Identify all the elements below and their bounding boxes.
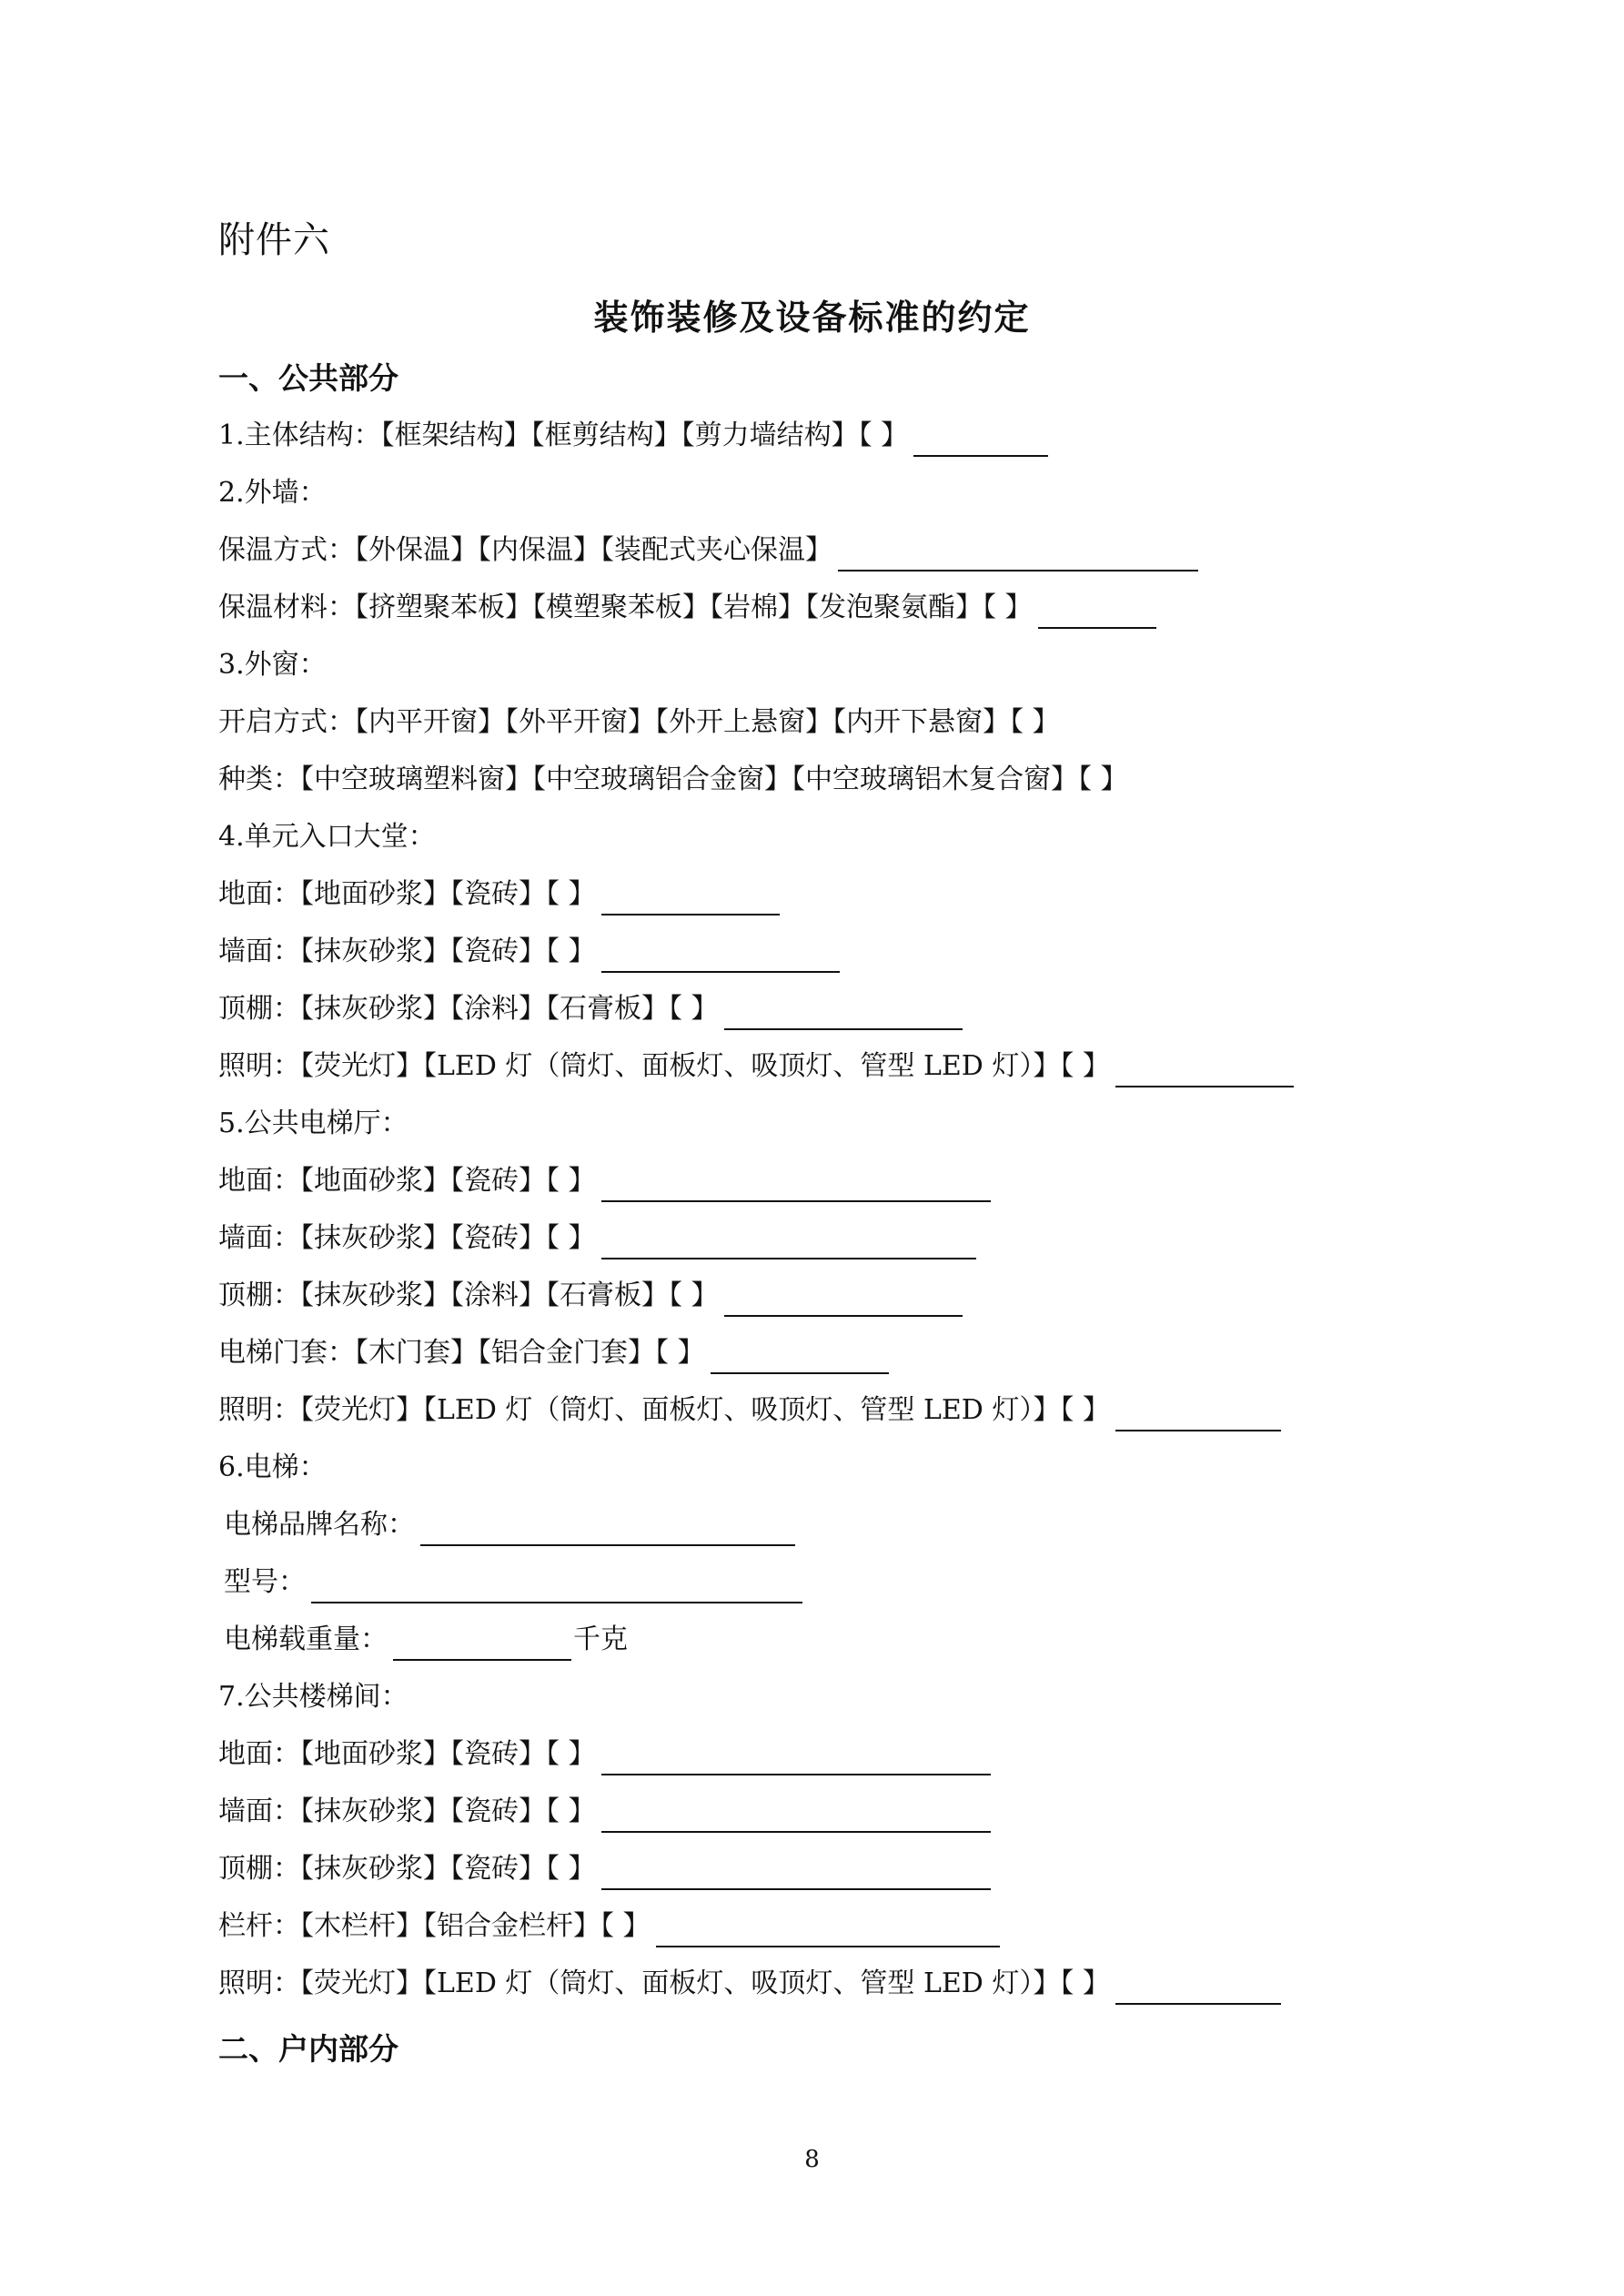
line-window-type [218, 759, 1128, 801]
line-stair-wall [218, 1791, 991, 1833]
line-elevator-brand [224, 1504, 795, 1546]
line-text: 顶棚：【抹灰砂浆】【瓷砖】【 】 [218, 1853, 596, 1885]
fill-blank[interactable] [601, 1743, 991, 1775]
line-text: 种类：【中空玻璃塑料窗】【中空玻璃铝合金窗】【中空玻璃铝木复合窗】【 】 [218, 764, 1128, 795]
section-public-heading: 一、公共部分 [218, 360, 398, 396]
fill-blank[interactable] [420, 1513, 795, 1546]
line-stair-lighting [218, 1963, 1281, 2005]
line-lobby-heading [218, 816, 436, 858]
fill-blank[interactable] [601, 883, 780, 915]
line-hall-floor [218, 1160, 991, 1202]
line-text: 电梯载重量： [224, 1623, 388, 1655]
line-text: 2.外墙： [218, 477, 327, 509]
line-text: 保温材料：【挤塑聚苯板】【模塑聚苯板】【岩棉】【发泡聚氨酯】【 】 [218, 592, 1033, 623]
line-text: 地面：【地面砂浆】【瓷砖】【 】 [218, 1165, 596, 1197]
line-lobby-ceiling [218, 988, 963, 1030]
fill-blank[interactable] [1115, 1399, 1281, 1431]
fill-blank[interactable] [724, 997, 963, 1030]
line-text: 电梯门套：【木门套】【铝合金门套】【 】 [218, 1337, 705, 1369]
fill-blank[interactable] [311, 1571, 802, 1603]
line-text: 型号： [224, 1566, 306, 1598]
line-text: 墙面：【抹灰砂浆】【瓷砖】【 】 [218, 1795, 596, 1827]
page-number: 8 [804, 2146, 820, 2173]
line-railing [218, 1906, 1000, 1947]
line-text: 1.主体结构：【框架结构】【框剪结构】【剪力墙结构】【 】 [218, 420, 909, 451]
fill-blank[interactable] [656, 1915, 1000, 1947]
line-text: 保温方式：【外保温】【内保温】【装配式夹心保温】 [218, 534, 832, 566]
line-text: 5.公共电梯厅： [218, 1108, 409, 1139]
line-main-structure [218, 415, 1048, 457]
line-text: 照明：【荧光灯】【LED 灯（筒灯、面板灯、吸顶灯、管型 LED 灯）】【 】 [218, 1967, 1110, 1999]
fill-blank[interactable] [1038, 596, 1156, 629]
line-text: 6.电梯： [218, 1451, 327, 1483]
section-indoor-heading: 二、户内部分 [218, 2031, 398, 2067]
fill-blank[interactable] [838, 539, 1198, 571]
fill-blank[interactable] [601, 1857, 991, 1890]
line-text: 照明：【荧光灯】【LED 灯（筒灯、面板灯、吸顶灯、管型 LED 灯）】【 】 [218, 1050, 1110, 1082]
line-text: 地面：【地面砂浆】【瓷砖】【 】 [218, 878, 596, 910]
line-text: 栏杆：【木栏杆】【铝合金栏杆】【 】 [218, 1910, 651, 1942]
document-title: 装饰装修及设备标准的约定 [593, 298, 1031, 338]
line-text: 地面：【地面砂浆】【瓷砖】【 】 [218, 1738, 596, 1770]
fill-blank[interactable] [1115, 1055, 1294, 1087]
line-exterior-wall-heading [218, 472, 327, 514]
fill-blank[interactable] [1115, 1972, 1281, 2005]
line-lobby-lighting [218, 1046, 1294, 1087]
line-elevator-load [224, 1619, 628, 1661]
line-exterior-window-heading [218, 644, 327, 686]
line-text: 7.公共楼梯间： [218, 1681, 409, 1713]
unit-kg: 千克 [573, 1623, 628, 1655]
line-insulation-method [218, 530, 1198, 571]
line-text: 顶棚：【抹灰砂浆】【涂料】【石膏板】【 】 [218, 993, 719, 1025]
line-window-opening [218, 702, 1060, 743]
line-lobby-wall [218, 931, 840, 973]
line-text: 顶棚：【抹灰砂浆】【涂料】【石膏板】【 】 [218, 1279, 719, 1311]
line-text: 4.单元入口大堂： [218, 821, 436, 853]
line-lobby-floor [218, 874, 780, 915]
line-stairwell-heading [218, 1676, 409, 1718]
fill-blank[interactable] [601, 1169, 991, 1202]
line-text: 电梯品牌名称： [224, 1509, 415, 1541]
line-stair-ceiling [218, 1848, 991, 1890]
line-elevator-hall-heading [218, 1103, 409, 1145]
fill-blank[interactable] [601, 940, 840, 973]
line-hall-ceiling [218, 1275, 963, 1317]
line-text: 开启方式：【内平开窗】【外平开窗】【外开上悬窗】【内开下悬窗】【 】 [218, 706, 1060, 738]
line-text: 墙面：【抹灰砂浆】【瓷砖】【 】 [218, 936, 596, 967]
line-hall-wall [218, 1218, 976, 1259]
fill-blank[interactable] [724, 1284, 963, 1317]
fill-blank[interactable] [711, 1341, 889, 1374]
attachment-label: 附件六 [218, 219, 330, 261]
line-text: 照明：【荧光灯】【LED 灯（筒灯、面板灯、吸顶灯、管型 LED 灯）】【 】 [218, 1394, 1110, 1426]
line-elevator-door-frame [218, 1332, 889, 1374]
line-insulation-material [218, 587, 1156, 629]
line-elevator-heading [218, 1447, 327, 1489]
fill-blank[interactable] [393, 1628, 571, 1661]
line-stair-floor [218, 1734, 991, 1775]
line-hall-lighting [218, 1390, 1281, 1431]
line-text: 墙面：【抹灰砂浆】【瓷砖】【 】 [218, 1222, 596, 1254]
fill-blank[interactable] [601, 1227, 976, 1259]
fill-blank[interactable] [913, 424, 1048, 457]
line-elevator-model [224, 1562, 802, 1603]
fill-blank[interactable] [601, 1800, 991, 1833]
line-text: 3.外窗： [218, 649, 327, 681]
